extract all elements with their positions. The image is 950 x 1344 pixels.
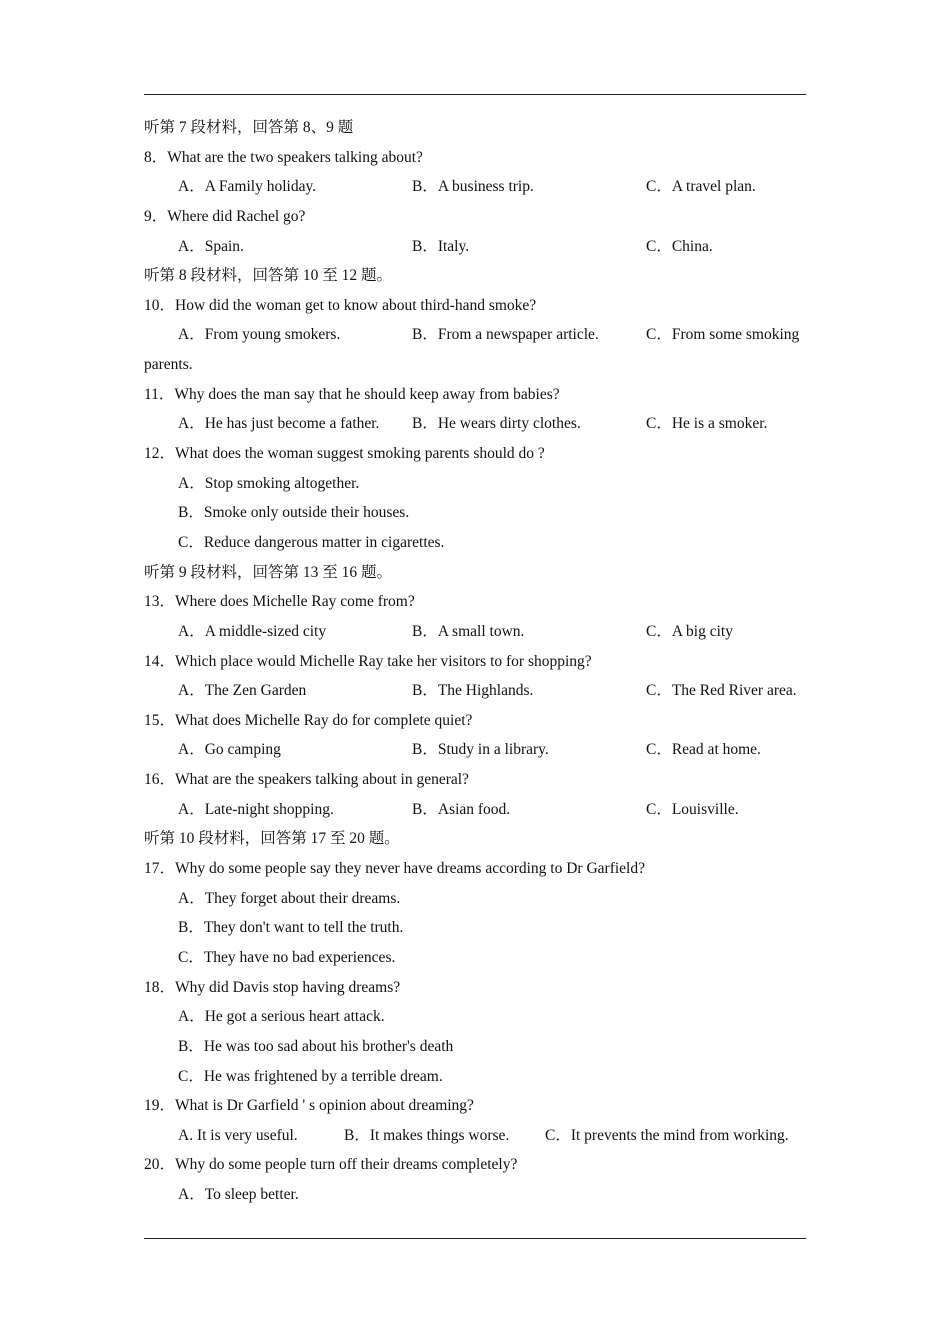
- answer-option-c: C．From some smoking: [646, 326, 800, 344]
- answer-option-b: B．He wears dirty clothes.: [412, 415, 581, 433]
- question-text: 14．Which place would Michelle Ray take her visitors to for shopping?: [144, 652, 592, 670]
- answer-option-b: B．Italy.: [412, 237, 470, 255]
- question-text: parents.: [144, 356, 193, 374]
- answer-option-b: B．Asian food.: [412, 800, 511, 818]
- answer-option-b: B．The Highlands.: [412, 682, 534, 700]
- answer-option-c: C．The Red River area.: [646, 682, 797, 700]
- answer-option: A．He got a serious heart attack.: [178, 1008, 385, 1026]
- answer-options-row: [144, 1121, 806, 1151]
- question-text: 10．How did the woman get to know about third-hand smoke?: [144, 296, 537, 314]
- answer-option-c: C．A travel plan.: [646, 178, 756, 196]
- answer-option-a: A．From young smokers.: [178, 326, 341, 344]
- question-text: 13．Where does Michelle Ray come from?: [144, 593, 415, 611]
- answer-option: A．Stop smoking altogether.: [178, 474, 360, 492]
- question-text: 19．What is Dr Garfield ' s opinion about dreaming?: [144, 1097, 474, 1115]
- question-text: 12．What does the woman suggest smoking parents should do ?: [144, 445, 545, 463]
- answer-option-c: C．A big city: [646, 622, 733, 640]
- answer-option-a: A．A Family holiday.: [178, 178, 317, 196]
- answer-option: A．They forget about their dreams.: [178, 889, 401, 907]
- answer-option-b: B．From a newspaper article.: [412, 326, 599, 344]
- answer-option-a: A．Spain.: [178, 237, 244, 255]
- answer-option-a: A．Go camping: [178, 741, 281, 759]
- question-text: 18．Why did Davis stop having dreams?: [144, 978, 401, 996]
- document-body: [144, 113, 806, 1210]
- answer-option-c: C．He is a smoker.: [646, 415, 768, 433]
- question-text: 16．What are the speakers talking about in general?: [144, 771, 469, 789]
- answer-option-c: C．Read at home.: [646, 741, 761, 759]
- question-text: 8．What are the two speakers talking about?: [144, 148, 423, 166]
- section-heading: 听第 9 段材料，回答第 13 至 16 题。: [144, 563, 393, 581]
- answer-option-a: A. It is very useful.: [178, 1126, 298, 1144]
- answer-option-b: B．Study in a library.: [412, 741, 549, 759]
- section-heading: 听第 10 段材料，回答第 17 至 20 题。: [144, 830, 400, 848]
- question-text: 20．Why do some people turn off their dreams completely?: [144, 1156, 518, 1174]
- answer-options-row: [144, 172, 806, 202]
- answer-option-c: C．It prevents the mind from working.: [545, 1126, 789, 1144]
- answer-option-c: C．China.: [646, 237, 713, 255]
- answer-options-row: [144, 320, 806, 350]
- answer-options-row: [144, 795, 806, 825]
- answer-options-row: [144, 735, 806, 765]
- answer-option: A．To sleep better.: [178, 1186, 299, 1204]
- answer-option-a: A．He has just become a father.: [178, 415, 380, 433]
- answer-option-b: B．A small town.: [412, 622, 525, 640]
- answer-option-a: A．The Zen Garden: [178, 682, 307, 700]
- answer-option: C．Reduce dangerous matter in cigarettes.: [178, 533, 445, 551]
- bottom-rule: [144, 1238, 806, 1239]
- top-rule: [144, 94, 806, 95]
- question-text: 17．Why do some people say they never have dreams according to Dr Garfield?: [144, 860, 645, 878]
- answer-option-a: A．Late-night shopping.: [178, 800, 334, 818]
- answer-options-row: [144, 676, 806, 706]
- question-text: 9．Where did Rachel go?: [144, 207, 306, 225]
- answer-option: B．He was too sad about his brother's death: [178, 1037, 454, 1055]
- answer-option-b: B．It makes things worse.: [344, 1126, 510, 1144]
- question-text: 11．Why does the man say that he should keep away from babies?: [144, 385, 560, 403]
- answer-options-row: [144, 617, 806, 647]
- section-heading: 听第 8 段材料，回答第 10 至 12 题。: [144, 267, 393, 285]
- answer-option: C．He was frightened by a terrible dream.: [178, 1067, 443, 1085]
- answer-options-row: [144, 409, 806, 439]
- section-heading: 听第 7 段材料，回答第 8、9 题: [144, 119, 354, 136]
- answer-option: C．They have no bad experiences.: [178, 948, 396, 966]
- answer-option-b: B．A business trip.: [412, 178, 534, 196]
- answer-option-c: C．Louisville.: [646, 800, 739, 818]
- answer-options-row: [144, 232, 806, 262]
- question-text: 15．What does Michelle Ray do for complete quiet?: [144, 711, 473, 729]
- answer-option: B．They don't want to tell the truth.: [178, 919, 404, 937]
- answer-option-a: A．A middle-sized city: [178, 622, 327, 640]
- answer-option: B．Smoke only outside their houses.: [178, 504, 410, 522]
